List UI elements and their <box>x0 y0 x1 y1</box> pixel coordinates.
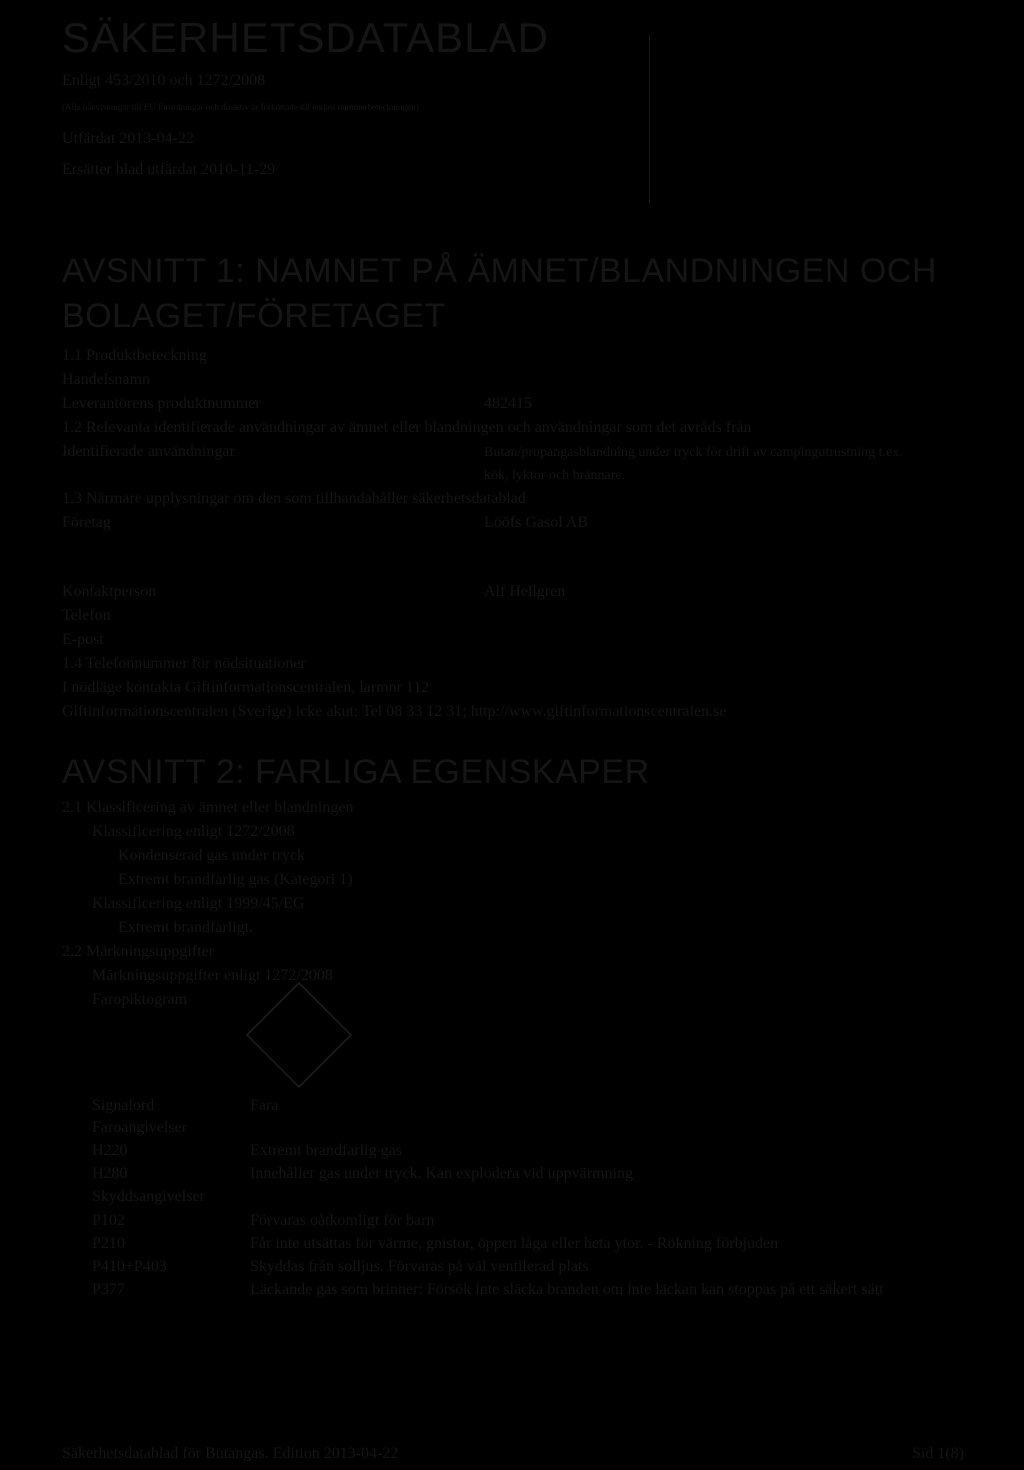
precaution-code: P102 <box>92 1212 125 1229</box>
contact-person-value: Alf Hellgren <box>484 583 566 600</box>
phone-label: Telefon <box>62 607 111 624</box>
section1-heading-line1: AVSNITT 1: NAMNET PÅ ÄMNET/BLANDNINGEN OCH <box>62 252 937 290</box>
identified-uses-value-2: kök, lyktor och brännare. <box>484 468 626 483</box>
company-label: Företag <box>62 514 111 531</box>
precaution-code: P210 <box>92 1235 125 1252</box>
classification-1999-item-1: Extremt brandfarligt. <box>118 919 254 936</box>
hazard-text: Innehåller gas under tryck. Kan explodera vid uppvärmning <box>250 1165 633 1182</box>
subsection-2-2: 2.2 Märkningsuppgifter <box>62 943 214 960</box>
reference-note: (Alla hänvisningar till EU förordningar och direktiv är förkortade till endast nummerbeteckningen) <box>62 102 419 112</box>
hazard-code: H220 <box>92 1142 128 1159</box>
subsection-1-3: 1.3 Närmare upplysningar om den som tillhandahåller säkerhetsdatablad <box>62 490 526 507</box>
precautionary-statements-label: Skyddsangivelser <box>92 1188 205 1205</box>
labelling-1272-label: Märkningsuppgifter enligt 1272/2008 <box>92 967 333 984</box>
replaces-date: Ersätter blad utfärdat 2010-11-29 <box>62 161 276 178</box>
identified-uses-value-1: Butan/propangasblandning under tryck för drift av campingutrustning t.ex. <box>484 445 903 460</box>
precaution-text: Får inte utsättas för värme, gnistor, öppen låga eller heta ytor. - Rökning förbjuden <box>250 1235 779 1252</box>
precaution-code: P410+P403 <box>92 1258 167 1275</box>
identified-uses-label: Identifierade användningar <box>62 443 235 460</box>
hazard-statements-label: Faroangivelser <box>92 1119 188 1136</box>
classification-1272-item-1: Kondenserad gas under tryck <box>118 847 306 864</box>
subsection-2-1: 2.1 Klassificering av ämnet eller blandningen <box>62 799 354 816</box>
supplier-number-label: Leverantörens produktnummer <box>62 395 261 412</box>
emergency-line-1: I nödläge kontakta Giftinformationscentralen, larmnr 112 <box>62 679 430 696</box>
document-title: SÄKERHETSDATABLAD <box>62 14 549 61</box>
regulation-text: Enligt 453/2010 och 1272/2008 <box>62 72 266 89</box>
signal-word-label: Signalord <box>92 1097 155 1114</box>
footer-document-info: Säkerhetsdatablad för Butangas. Edition 2013-04-22 <box>62 1445 399 1462</box>
issued-date: Utfärdat 2013-04-22 <box>62 130 194 147</box>
hazard-code: H280 <box>92 1165 128 1182</box>
precaution-code: P377 <box>92 1281 125 1298</box>
classification-1272-label: Klassificering enligt 1272/2008 <box>92 823 295 840</box>
company-value: Lööfs Gasol AB <box>484 514 588 531</box>
precaution-text: Förvaras oåtkomligt för barn <box>250 1212 435 1229</box>
flame-pictogram-icon <box>245 981 353 1089</box>
precaution-text: Läckande gas som brinner: Försök inte släcka branden om inte läckan kan stoppas på ett säkert sätt <box>250 1281 884 1298</box>
email-label: E-post <box>62 631 104 648</box>
supplier-number-value: 482415 <box>484 395 532 412</box>
precaution-text: Skyddas från solljus. Förvaras på väl ventilerad plats <box>250 1258 589 1275</box>
contact-person-label: Kontaktperson <box>62 583 157 600</box>
header-divider <box>649 35 650 203</box>
pictogram-label: Faropiktogram <box>92 991 188 1008</box>
subsection-1-2: 1.2 Relevanta identifierade användningar av ämnet eller blandningen och användningar som det avråds från <box>62 419 752 436</box>
trade-name-label: Handelsnamn <box>62 371 150 388</box>
section2-heading: AVSNITT 2: FARLIGA EGENSKAPER <box>62 753 650 791</box>
signal-word-value: Fara <box>250 1097 279 1114</box>
hazard-text: Extremt brandfarlig gas <box>250 1142 402 1159</box>
classification-1272-item-2: Extremt brandfarlig gas (Kategori 1) <box>118 871 353 888</box>
emergency-line-2: Giftinformationscentralen (Sverige) icke akut: Tel 08 33 12 31; http://www.giftinformationscentralen.se <box>62 703 727 720</box>
classification-1999-label: Klassificering enligt 1999/45/EG <box>92 895 305 912</box>
subsection-1-1: 1.1 Produktbeteckning <box>62 347 207 364</box>
subsection-1-4: 1.4 Telefonnummer för nödsituationer <box>62 655 306 672</box>
section1-heading-line2: BOLAGET/FÖRETAGET <box>62 297 446 335</box>
footer-page-number: Sid 1(8) <box>912 1445 964 1462</box>
